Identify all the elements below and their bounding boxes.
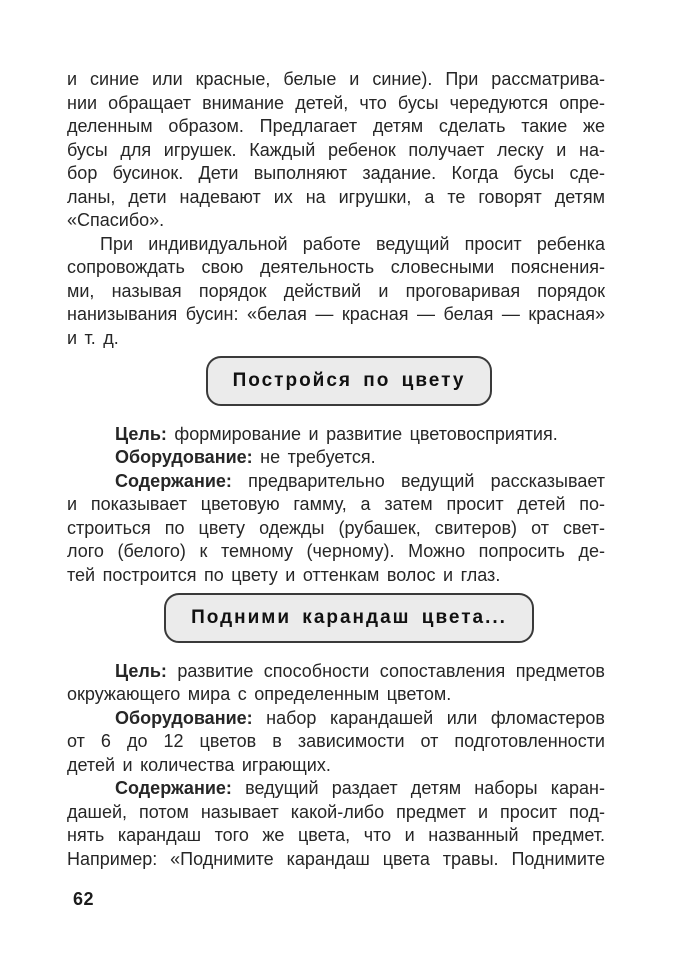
text-line <box>67 707 605 731</box>
line-text: ведущий раздает детям наборы каран- <box>245 778 605 798</box>
text-line <box>67 777 605 801</box>
text-line <box>67 303 605 327</box>
text-line <box>67 517 605 541</box>
run-in-label: Цель: <box>115 423 167 444</box>
para-content-2 <box>67 777 605 871</box>
line-text: тей построится по цвету и оттенкам волос и глаз. <box>67 564 501 585</box>
line-text: бусы для игрушек. Каждый ребенок получает леску и на- <box>67 139 605 160</box>
para-goal-2 <box>67 660 605 707</box>
text-line <box>67 280 605 304</box>
line-text: формирование и развитие цветовосприятия. <box>174 423 558 444</box>
activity-heading-1 <box>206 356 493 406</box>
text-line <box>67 162 605 186</box>
line-text: нять карандаш того же цвета, что и названный предмет. <box>67 825 605 845</box>
text-line <box>67 92 605 116</box>
text-line <box>67 139 605 163</box>
line-text: и синие или красные, белые и синие). При рассматрива- <box>67 69 605 89</box>
line-text: строиться по цвету одежды (рубашек, свитеров) от свет- <box>67 517 605 538</box>
run-in-label: Оборудование: <box>115 447 253 467</box>
text-line <box>67 423 605 447</box>
run-in-label: Оборудование: <box>115 707 253 728</box>
text-line <box>67 824 605 848</box>
page-body <box>67 68 605 871</box>
text-line <box>67 233 605 257</box>
line-text: нанизывания бусин: «белая — красная — белая — красная» <box>67 304 605 324</box>
para-content-1 <box>67 470 605 588</box>
page-number: 62 <box>73 889 95 909</box>
text-line <box>67 754 605 778</box>
text-line <box>67 848 605 872</box>
line-text: деленным образом. Предлагает детям сделать такие же <box>67 116 605 136</box>
para-beads-activity-end <box>67 68 605 233</box>
activity-heading-1-label: Постройся по цвету <box>232 370 466 391</box>
activity-heading-2 <box>164 593 534 643</box>
activity-heading-2-wrap <box>67 593 605 643</box>
text-line <box>67 209 605 233</box>
line-text: окружающего мира с определенным цветом. <box>67 684 452 704</box>
para-goal-1 <box>67 423 605 447</box>
text-line <box>67 256 605 280</box>
line-text: дашей, потом называет какой-либо предмет и просит под- <box>67 801 605 822</box>
text-line <box>67 186 605 210</box>
line-text: нии обращает внимание детей, что бусы чередуются опре- <box>67 92 605 113</box>
line-text: предварительно ведущий рассказывает <box>248 470 605 491</box>
line-text: Например: «Поднимите карандаш цвета травы. Поднимите <box>67 848 605 869</box>
run-in-label: Цель: <box>115 660 167 681</box>
text-line <box>67 68 605 92</box>
activity-heading-2-label: Подними карандаш цвета... <box>191 607 507 628</box>
text-line <box>67 801 605 825</box>
text-line <box>67 493 605 517</box>
line-text: ланы, дети надевают их на игрушки, а те говорят детям <box>67 186 605 207</box>
line-text: и т. д. <box>67 327 119 348</box>
text-line <box>67 660 605 684</box>
line-text: детей и количества играющих. <box>67 754 331 775</box>
para-individual-work <box>67 233 605 351</box>
text-line <box>67 115 605 139</box>
line-text: развитие способности сопоставления предметов <box>177 660 605 681</box>
line-text: не требуется. <box>260 447 376 467</box>
line-text: «Спасибо». <box>67 210 165 230</box>
text-line <box>67 730 605 754</box>
line-text: бор бусинок. Дети выполняют задание. Когда бусы сде- <box>67 163 605 183</box>
line-text: от 6 до 12 цветов в зависимости от подготовленности <box>67 731 605 751</box>
text-line <box>67 564 605 588</box>
text-line <box>67 683 605 707</box>
run-in-label: Содержание: <box>115 778 232 798</box>
line-text: сопровождать свою деятельность словесными пояснения- <box>67 257 605 277</box>
line-text: и показывает цветовую гамму, а затем просит детей по- <box>67 494 605 514</box>
text-line <box>67 470 605 494</box>
text-line <box>67 540 605 564</box>
run-in-label: Содержание: <box>115 470 232 491</box>
line-text: При индивидуальной работе ведущий просит ребенка <box>100 233 605 254</box>
para-equipment-2 <box>67 707 605 778</box>
line-text: лого (белого) к темному (черному). Можно попросить де- <box>67 541 605 561</box>
para-equipment-1 <box>67 446 605 470</box>
text-line <box>67 327 605 351</box>
activity-heading-1-wrap <box>67 356 605 406</box>
text-line <box>67 446 605 470</box>
line-text: ми, называя порядок действий и проговаривая порядок <box>67 280 605 301</box>
line-text: набор карандашей или фломастеров <box>266 707 605 728</box>
